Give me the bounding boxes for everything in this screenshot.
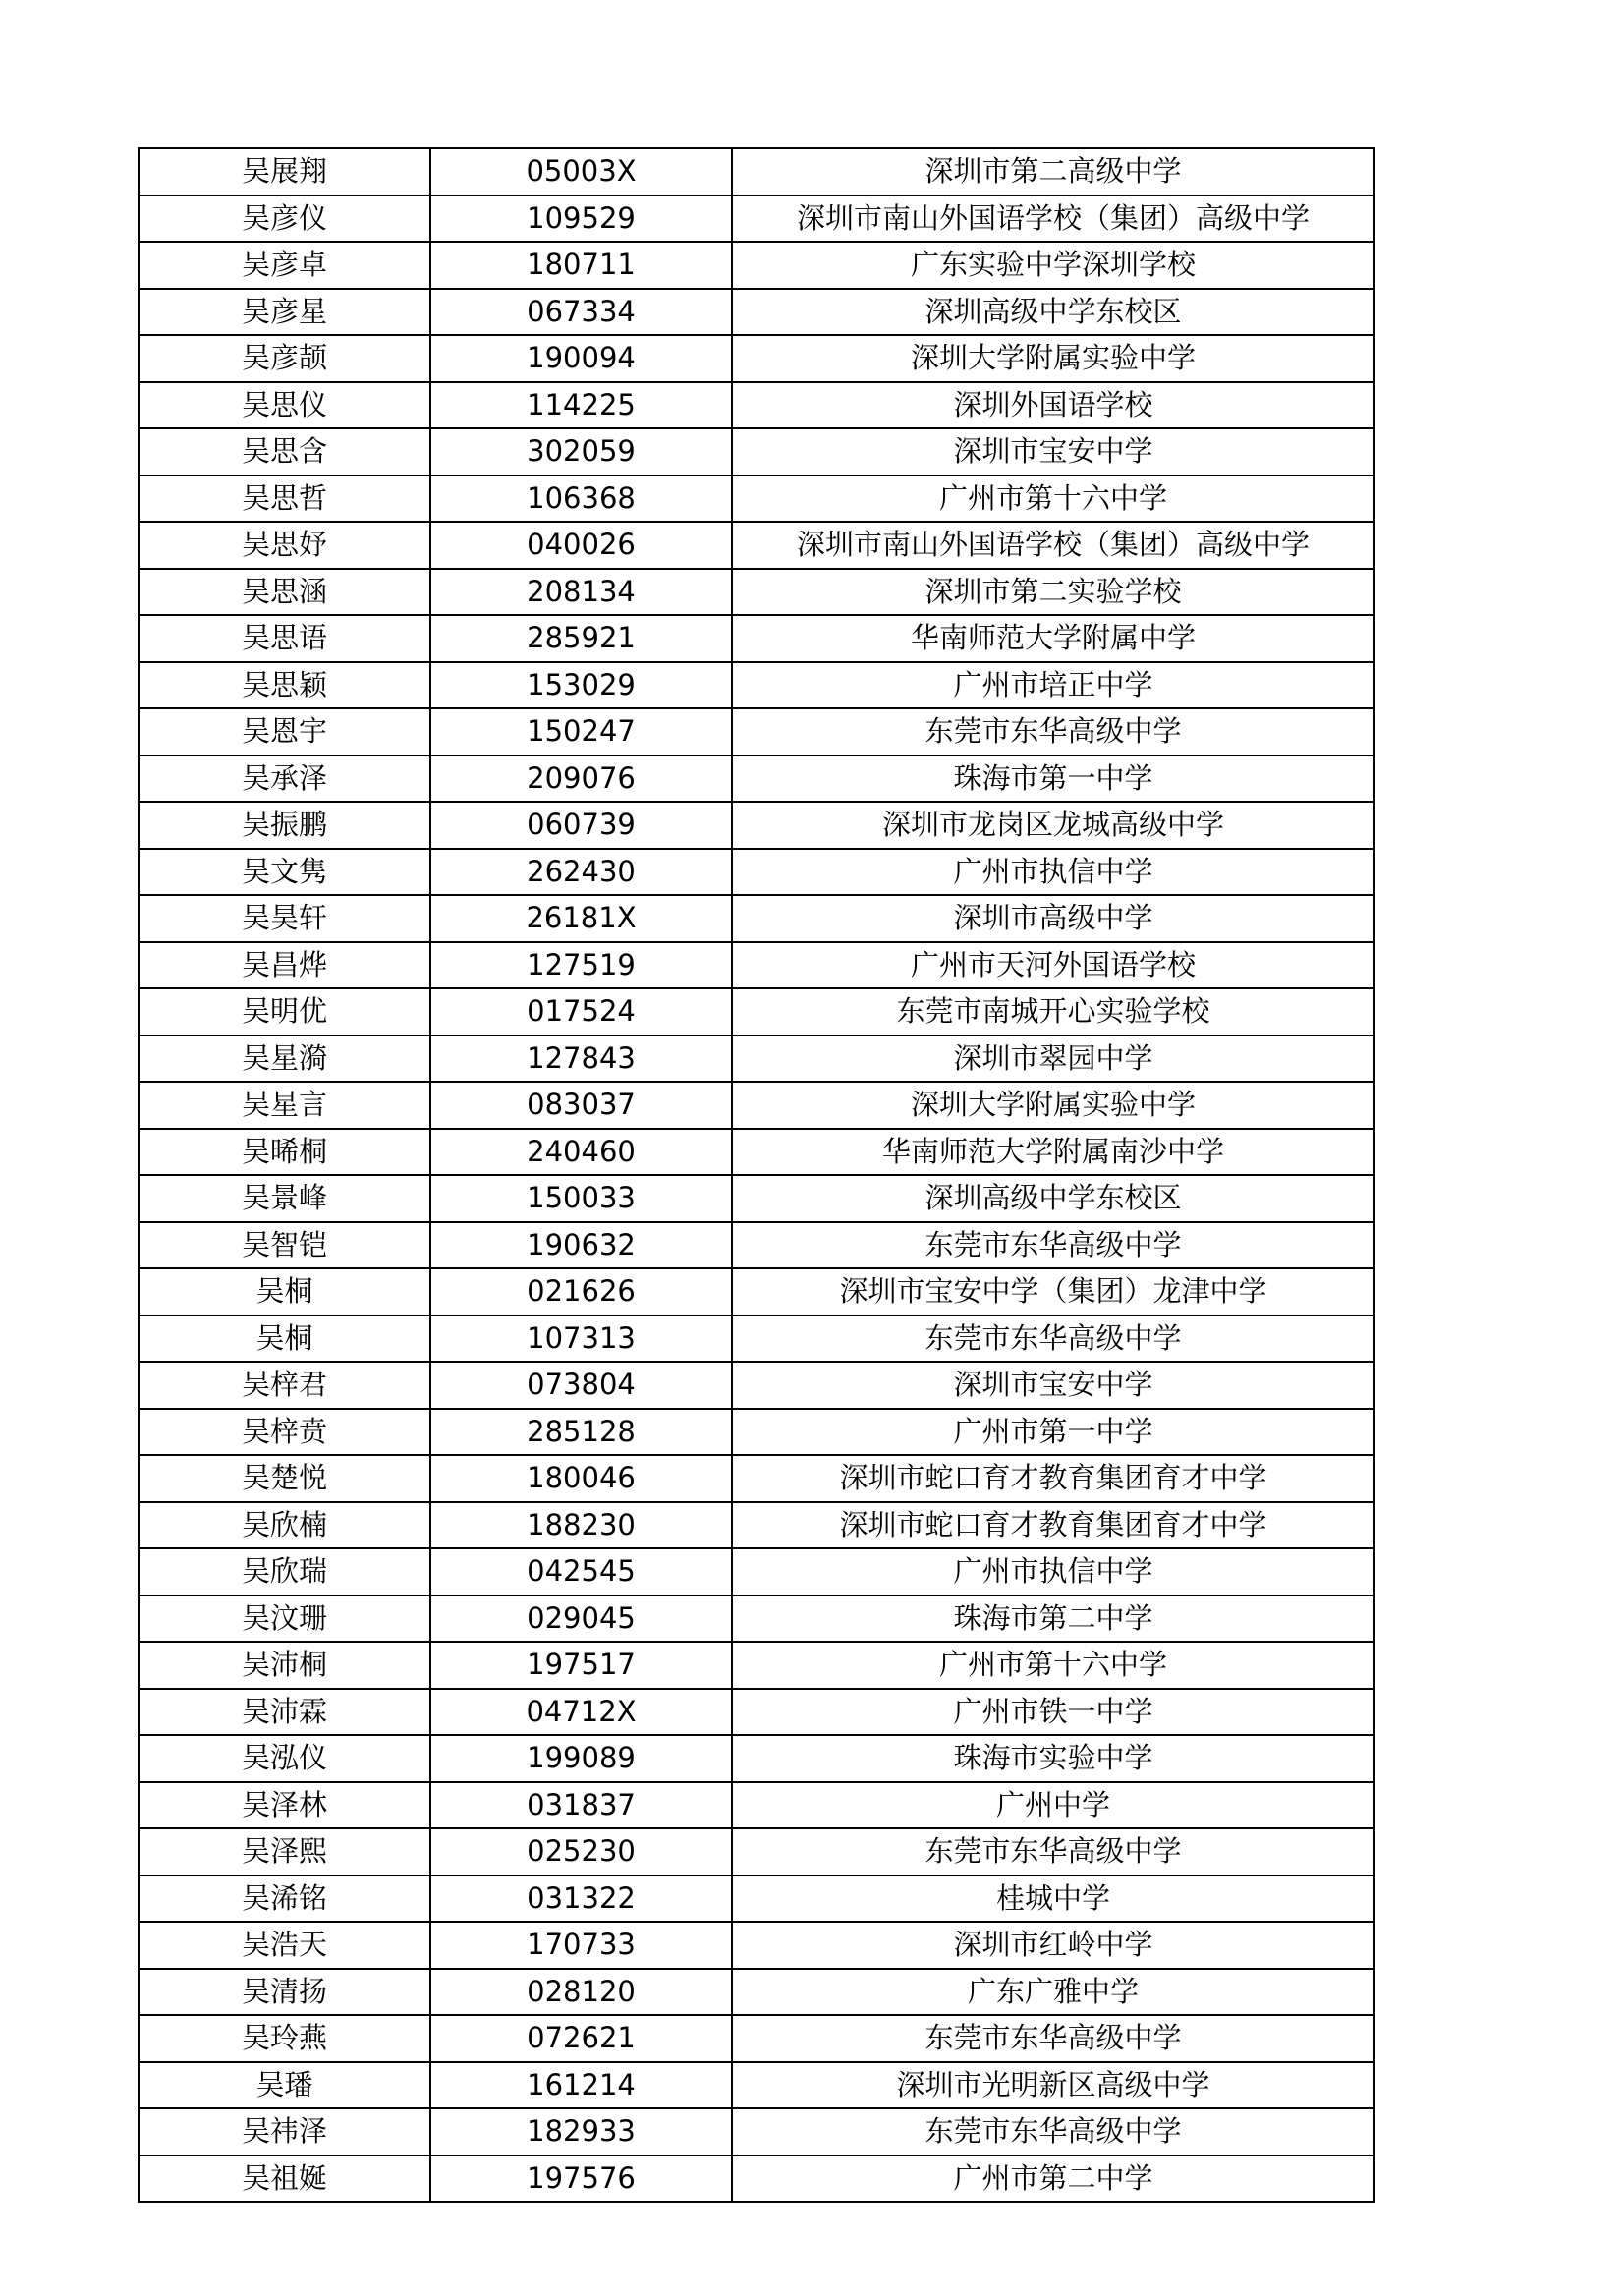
student-id-cell: 127843 xyxy=(430,1036,732,1083)
student-name-cell: 吴泽林 xyxy=(139,1782,430,1829)
student-name-cell: 吴星言 xyxy=(139,1082,430,1129)
student-id-cell: 161214 xyxy=(430,2062,732,2109)
table-row xyxy=(139,895,1374,942)
table-row xyxy=(139,1222,1374,1269)
school-name-cell: 广州市铁一中学 xyxy=(732,1689,1374,1736)
student-id-cell: 042545 xyxy=(430,1548,732,1596)
table-row xyxy=(139,988,1374,1036)
school-name-cell: 珠海市第一中学 xyxy=(732,756,1374,803)
student-id-cell: 180046 xyxy=(430,1455,732,1502)
student-id-cell: 127519 xyxy=(430,942,732,989)
student-name-cell: 吴楚悦 xyxy=(139,1455,430,1502)
student-id-cell: 067334 xyxy=(430,289,732,336)
table-row xyxy=(139,2108,1374,2156)
student-name-cell: 吴梓君 xyxy=(139,1362,430,1409)
student-name-cell: 吴沛桐 xyxy=(139,1642,430,1689)
student-name-cell: 吴浩天 xyxy=(139,1922,430,1969)
table-row xyxy=(139,196,1374,243)
table-row xyxy=(139,428,1374,476)
student-name-cell: 吴桐 xyxy=(139,1268,430,1316)
school-name-cell: 深圳市第二高级中学 xyxy=(732,148,1374,196)
table-row xyxy=(139,1548,1374,1596)
school-name-cell: 深圳大学附属实验中学 xyxy=(732,335,1374,382)
student-id-cell: 150033 xyxy=(430,1175,732,1222)
table-row xyxy=(139,1922,1374,1969)
student-id-cell: 302059 xyxy=(430,428,732,476)
student-id-cell: 170733 xyxy=(430,1922,732,1969)
student-name-cell: 吴欣楠 xyxy=(139,1502,430,1549)
table-row xyxy=(139,2156,1374,2203)
student-id-cell: 190094 xyxy=(430,335,732,382)
school-name-cell: 桂城中学 xyxy=(732,1876,1374,1923)
school-name-cell: 广东实验中学深圳学校 xyxy=(732,242,1374,289)
student-id-cell: 114225 xyxy=(430,382,732,429)
school-name-cell: 深圳高级中学东校区 xyxy=(732,1175,1374,1222)
student-name-cell: 吴星漪 xyxy=(139,1036,430,1083)
school-name-cell: 东莞市东华高级中学 xyxy=(732,2015,1374,2062)
table-row xyxy=(139,476,1374,523)
student-name-cell: 吴思语 xyxy=(139,615,430,662)
table-row xyxy=(139,615,1374,662)
student-id-cell: 040026 xyxy=(430,522,732,569)
student-name-cell: 吴明优 xyxy=(139,988,430,1036)
student-name-cell: 吴恩宇 xyxy=(139,708,430,756)
student-name-cell: 吴思哲 xyxy=(139,476,430,523)
roster-body xyxy=(139,148,1374,2202)
student-name-cell: 吴玲燕 xyxy=(139,2015,430,2062)
table-row xyxy=(139,662,1374,709)
table-row xyxy=(139,1735,1374,1782)
student-id-cell: 208134 xyxy=(430,569,732,616)
student-name-cell: 吴清扬 xyxy=(139,1969,430,2016)
student-id-cell: 285921 xyxy=(430,615,732,662)
student-name-cell: 吴思颖 xyxy=(139,662,430,709)
student-name-cell: 吴浠铭 xyxy=(139,1876,430,1923)
student-id-cell: 150247 xyxy=(430,708,732,756)
student-id-cell: 017524 xyxy=(430,988,732,1036)
student-name-cell: 吴昊轩 xyxy=(139,895,430,942)
student-name-cell: 吴智铠 xyxy=(139,1222,430,1269)
school-name-cell: 深圳市光明新区高级中学 xyxy=(732,2062,1374,2109)
student-id-cell: 240460 xyxy=(430,1129,732,1176)
table-row xyxy=(139,1175,1374,1222)
school-name-cell: 广东广雅中学 xyxy=(732,1969,1374,2016)
student-id-cell: 021626 xyxy=(430,1268,732,1316)
school-name-cell: 深圳市宝安中学 xyxy=(732,1362,1374,1409)
school-name-cell: 深圳市南山外国语学校（集团）高级中学 xyxy=(732,196,1374,243)
table-row xyxy=(139,1689,1374,1736)
student-id-cell: 060739 xyxy=(430,802,732,849)
table-row xyxy=(139,1129,1374,1176)
table-row xyxy=(139,1082,1374,1129)
school-name-cell: 广州市第二中学 xyxy=(732,2156,1374,2203)
student-id-cell: 188230 xyxy=(430,1502,732,1549)
school-name-cell: 广州市第一中学 xyxy=(732,1409,1374,1456)
student-name-cell: 吴璠 xyxy=(139,2062,430,2109)
school-name-cell: 广州市第十六中学 xyxy=(732,476,1374,523)
student-name-cell: 吴汶珊 xyxy=(139,1596,430,1643)
table-row xyxy=(139,849,1374,896)
student-id-cell: 180711 xyxy=(430,242,732,289)
table-row xyxy=(139,708,1374,756)
student-name-cell: 吴欣瑞 xyxy=(139,1548,430,1596)
student-id-cell: 153029 xyxy=(430,662,732,709)
school-name-cell: 深圳市翠园中学 xyxy=(732,1036,1374,1083)
student-name-cell: 吴桐 xyxy=(139,1316,430,1363)
school-name-cell: 东莞市东华高级中学 xyxy=(732,1222,1374,1269)
student-id-cell: 109529 xyxy=(430,196,732,243)
student-name-cell: 吴振鹏 xyxy=(139,802,430,849)
table-row xyxy=(139,1782,1374,1829)
table-row xyxy=(139,1876,1374,1923)
school-name-cell: 广州市第十六中学 xyxy=(732,1642,1374,1689)
student-id-cell: 031322 xyxy=(430,1876,732,1923)
table-row xyxy=(139,1642,1374,1689)
student-id-cell: 028120 xyxy=(430,1969,732,2016)
table-row xyxy=(139,1596,1374,1643)
school-name-cell: 深圳市蛇口育才教育集团育才中学 xyxy=(732,1502,1374,1549)
student-name-cell: 吴彦仪 xyxy=(139,196,430,243)
student-id-cell: 073804 xyxy=(430,1362,732,1409)
student-name-cell: 吴彦颉 xyxy=(139,335,430,382)
school-name-cell: 广州市执信中学 xyxy=(732,849,1374,896)
table-row xyxy=(139,1455,1374,1502)
table-row xyxy=(139,2062,1374,2109)
student-id-cell: 04712X xyxy=(430,1689,732,1736)
student-name-cell: 吴泓仪 xyxy=(139,1735,430,1782)
school-name-cell: 东莞市东华高级中学 xyxy=(732,708,1374,756)
student-id-cell: 083037 xyxy=(430,1082,732,1129)
school-name-cell: 珠海市第二中学 xyxy=(732,1596,1374,1643)
student-name-cell: 吴彦星 xyxy=(139,289,430,336)
table-row xyxy=(139,569,1374,616)
student-id-cell: 197517 xyxy=(430,1642,732,1689)
school-name-cell: 深圳市红岭中学 xyxy=(732,1922,1374,1969)
table-row xyxy=(139,1362,1374,1409)
school-name-cell: 深圳市蛇口育才教育集团育才中学 xyxy=(732,1455,1374,1502)
student-name-cell: 吴承泽 xyxy=(139,756,430,803)
table-row xyxy=(139,1502,1374,1549)
table-row xyxy=(139,1828,1374,1876)
student-id-cell: 05003X xyxy=(430,148,732,196)
student-id-cell: 107313 xyxy=(430,1316,732,1363)
table-row xyxy=(139,1409,1374,1456)
student-id-cell: 190632 xyxy=(430,1222,732,1269)
student-id-cell: 029045 xyxy=(430,1596,732,1643)
table-row xyxy=(139,382,1374,429)
table-row xyxy=(139,1036,1374,1083)
school-name-cell: 东莞市东华高级中学 xyxy=(732,1828,1374,1876)
school-name-cell: 深圳市宝安中学（集团）龙津中学 xyxy=(732,1268,1374,1316)
school-name-cell: 东莞市东华高级中学 xyxy=(732,2108,1374,2156)
student-name-cell: 吴思妤 xyxy=(139,522,430,569)
table-row xyxy=(139,802,1374,849)
table-row xyxy=(139,242,1374,289)
table-row xyxy=(139,522,1374,569)
school-name-cell: 广州市天河外国语学校 xyxy=(732,942,1374,989)
school-name-cell: 珠海市实验中学 xyxy=(732,1735,1374,1782)
table-row xyxy=(139,148,1374,196)
student-name-cell: 吴景峰 xyxy=(139,1175,430,1222)
table-row xyxy=(139,1316,1374,1363)
table-row xyxy=(139,756,1374,803)
school-name-cell: 深圳大学附属实验中学 xyxy=(732,1082,1374,1129)
table-row xyxy=(139,1969,1374,2016)
school-name-cell: 华南师范大学附属南沙中学 xyxy=(732,1129,1374,1176)
student-name-cell: 吴泽熙 xyxy=(139,1828,430,1876)
student-id-cell: 106368 xyxy=(430,476,732,523)
student-name-cell: 吴思涵 xyxy=(139,569,430,616)
student-name-cell: 吴沛霖 xyxy=(139,1689,430,1736)
student-id-cell: 025230 xyxy=(430,1828,732,1876)
school-name-cell: 深圳外国语学校 xyxy=(732,382,1374,429)
table-row xyxy=(139,335,1374,382)
table-row xyxy=(139,1268,1374,1316)
student-id-cell: 072621 xyxy=(430,2015,732,2062)
student-name-cell: 吴彦卓 xyxy=(139,242,430,289)
school-name-cell: 广州市培正中学 xyxy=(732,662,1374,709)
student-name-cell: 吴祖娫 xyxy=(139,2156,430,2203)
student-name-cell: 吴晞桐 xyxy=(139,1129,430,1176)
table-row xyxy=(139,942,1374,989)
student-id-cell: 209076 xyxy=(430,756,732,803)
school-name-cell: 广州中学 xyxy=(732,1782,1374,1829)
student-roster-table xyxy=(138,147,1375,2203)
school-name-cell: 东莞市东华高级中学 xyxy=(732,1316,1374,1363)
student-id-cell: 285128 xyxy=(430,1409,732,1456)
school-name-cell: 深圳市南山外国语学校（集团）高级中学 xyxy=(732,522,1374,569)
student-id-cell: 197576 xyxy=(430,2156,732,2203)
student-id-cell: 031837 xyxy=(430,1782,732,1829)
student-name-cell: 吴祎泽 xyxy=(139,2108,430,2156)
student-name-cell: 吴文隽 xyxy=(139,849,430,896)
student-id-cell: 199089 xyxy=(430,1735,732,1782)
student-name-cell: 吴展翔 xyxy=(139,148,430,196)
school-name-cell: 深圳高级中学东校区 xyxy=(732,289,1374,336)
school-name-cell: 深圳市高级中学 xyxy=(732,895,1374,942)
student-name-cell: 吴思含 xyxy=(139,428,430,476)
school-name-cell: 广州市执信中学 xyxy=(732,1548,1374,1596)
school-name-cell: 深圳市龙岗区龙城高级中学 xyxy=(732,802,1374,849)
school-name-cell: 深圳市第二实验学校 xyxy=(732,569,1374,616)
student-id-cell: 26181X xyxy=(430,895,732,942)
student-id-cell: 182933 xyxy=(430,2108,732,2156)
student-name-cell: 吴思仪 xyxy=(139,382,430,429)
table-row xyxy=(139,2015,1374,2062)
school-name-cell: 华南师范大学附属中学 xyxy=(732,615,1374,662)
student-name-cell: 吴昌烨 xyxy=(139,942,430,989)
table-row xyxy=(139,289,1374,336)
student-id-cell: 262430 xyxy=(430,849,732,896)
school-name-cell: 东莞市南城开心实验学校 xyxy=(732,988,1374,1036)
school-name-cell: 深圳市宝安中学 xyxy=(732,428,1374,476)
student-name-cell: 吴梓贲 xyxy=(139,1409,430,1456)
